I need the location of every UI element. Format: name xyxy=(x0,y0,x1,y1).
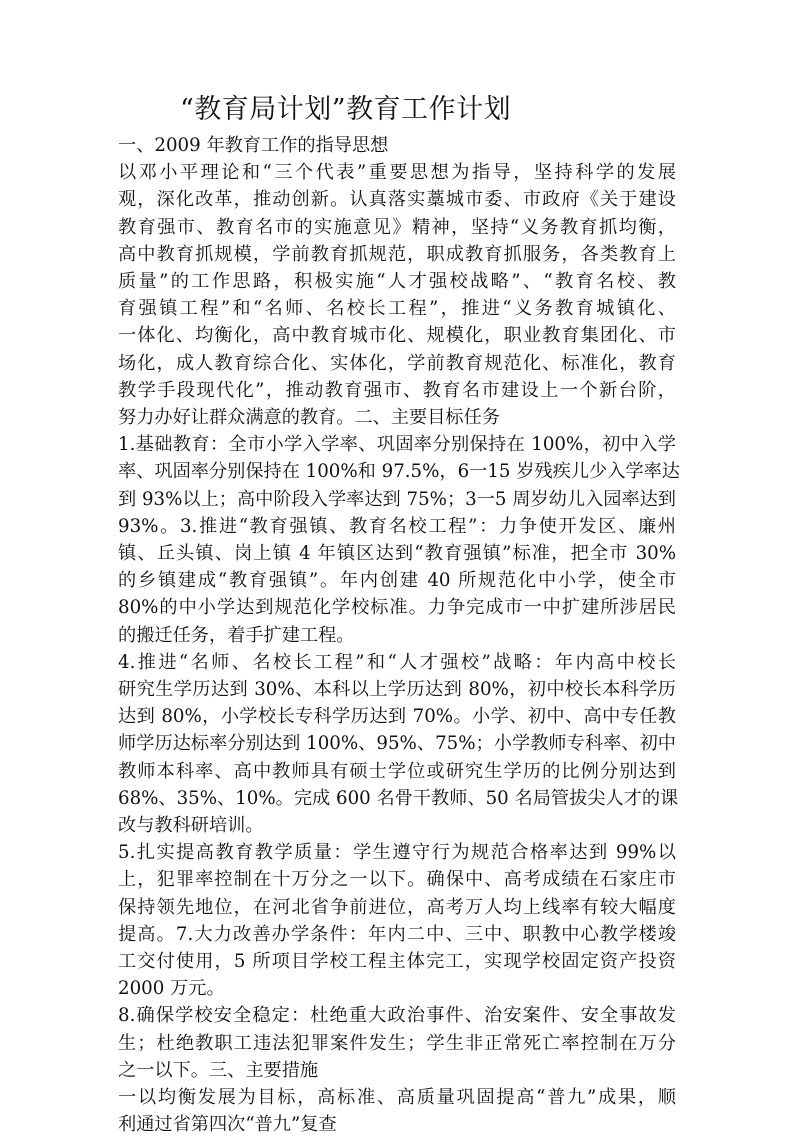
text-line: 工交付使用，5 所项目学校工程主体完工，实现学校固定资产投资 xyxy=(118,951,676,972)
text-line: 8.确保学校安全稳定：杜绝重大政治事件、治安案件、安全事故发 xyxy=(118,1005,676,1027)
text-line: 的乡镇建成“教育强镇”。年内创建 40 所规范化中小学，使全市 xyxy=(118,570,676,592)
text-line: 一体化、均衡化，高中教育城市化、规模化，职业教育集团化、市 xyxy=(118,325,676,347)
text-line: 教师本科率、高中教师具有硕士学位或研究生学历的比例分别达到 xyxy=(118,760,676,782)
text-line: 利通过省第四次“普九”复查 xyxy=(118,1114,337,1136)
text-line: 5.扎实提高教育教学质量：学生遵守行为规范合格率达到 99%以 xyxy=(118,842,676,864)
text-line: 之一以下。三、主要措施 xyxy=(118,1059,319,1081)
text-line: 80%的中小学达到规范化学校标准。力争完成市一中扩建所涉居民 xyxy=(118,597,676,619)
text-line: 一以均衡发展为目标，高标准、高质量巩固提高“普九”成果，顺 xyxy=(118,1087,676,1108)
text-line: 场化，成人教育综合化、实体化，学前教育规范化、标准化，教育 xyxy=(118,352,676,374)
text-line: 率、巩固率分别保持在 100%和 97.5%，6一15 岁残疾儿少入学率达 xyxy=(118,461,680,483)
text-line: 教育强市、教育名市的实施意见》精神，坚持“义务教育抓均衡， xyxy=(118,216,676,238)
text-line: 68%、35%、10%。完成 600 名骨干教师、50 名局管拔尖人才的课 xyxy=(118,787,679,809)
text-line: 观，深化改革，推动创新。认真落实藁城市委、市政府《关于建设 xyxy=(118,189,676,211)
text-line: 教学手段现代化”，推动教育强市、教育名市建设上一个新台阶， xyxy=(118,379,676,401)
text-line: 到 93%以上；高中阶段入学率达到 75%；3一5 周岁幼儿入园率达到 xyxy=(118,488,676,510)
text-line: 93%。3.推进“教育强镇、教育名校工程”：力争使开发区、廉州 xyxy=(118,515,676,537)
text-line: 努力办好让群众满意的教育。二、主要目标任务 xyxy=(118,407,500,428)
text-line: 2000 万元。 xyxy=(118,978,225,1000)
text-line: 改与教科研培训。 xyxy=(118,815,264,836)
text-line: 1.基础教育：全市小学入学率、巩固率分别保持在 100%，初中入学 xyxy=(118,434,676,456)
text-line: 的搬迁任务，着手扩建工程。 xyxy=(118,624,355,646)
text-line: 质量”的工作思路，积极实施“人才强校战略”、“教育名校、教 xyxy=(118,271,676,292)
text-line: 镇、丘头镇、岗上镇 4 年镇区达到“教育强镇”标准，把全市 30% xyxy=(118,543,676,564)
text-line: 上，犯罪率控制在十万分之一以下。确保中、高考成绩在石家庄市 xyxy=(118,869,676,891)
text-line: 以邓小平理论和“三个代表”重要思想为指导，坚持科学的发展 xyxy=(118,162,676,184)
text-line: 研究生学历达到 30%、本科以上学历达到 80%，初中校长本科学历 xyxy=(118,679,676,700)
document-title: “教育局计划”教育工作计划 xyxy=(180,94,512,125)
text-line: 育强镇工程”和“名师、名校长工程”，推进“义务教育城镇化、 xyxy=(118,298,676,320)
text-line: 保持领先地位，在河北省争前进位，高考万人均上线率有较大幅度 xyxy=(118,896,676,918)
text-line: 提高。7.大力改善办学条件：年内二中、三中、职教中心教学楼竣 xyxy=(118,923,676,945)
text-line: 师学历达标率分别达到 100%、95%、75%；小学教师专科率、初中 xyxy=(118,733,676,755)
section-heading: 一、2009 年教育工作的指导思想 xyxy=(118,135,389,156)
text-line: 4.推进“名师、名校长工程”和“人才强校”战略：年内高中校长 xyxy=(118,651,676,673)
text-line: 生；杜绝教职工违法犯罪案件发生；学生非正常死亡率控制在万分 xyxy=(118,1032,676,1054)
text-line: 高中教育抓规模，学前教育抓规范，职成教育抓服务，各类教育上 xyxy=(118,243,676,265)
text-line: 达到 80%，小学校长专科学历达到 70%。小学、初中、高中专任教 xyxy=(118,706,676,728)
